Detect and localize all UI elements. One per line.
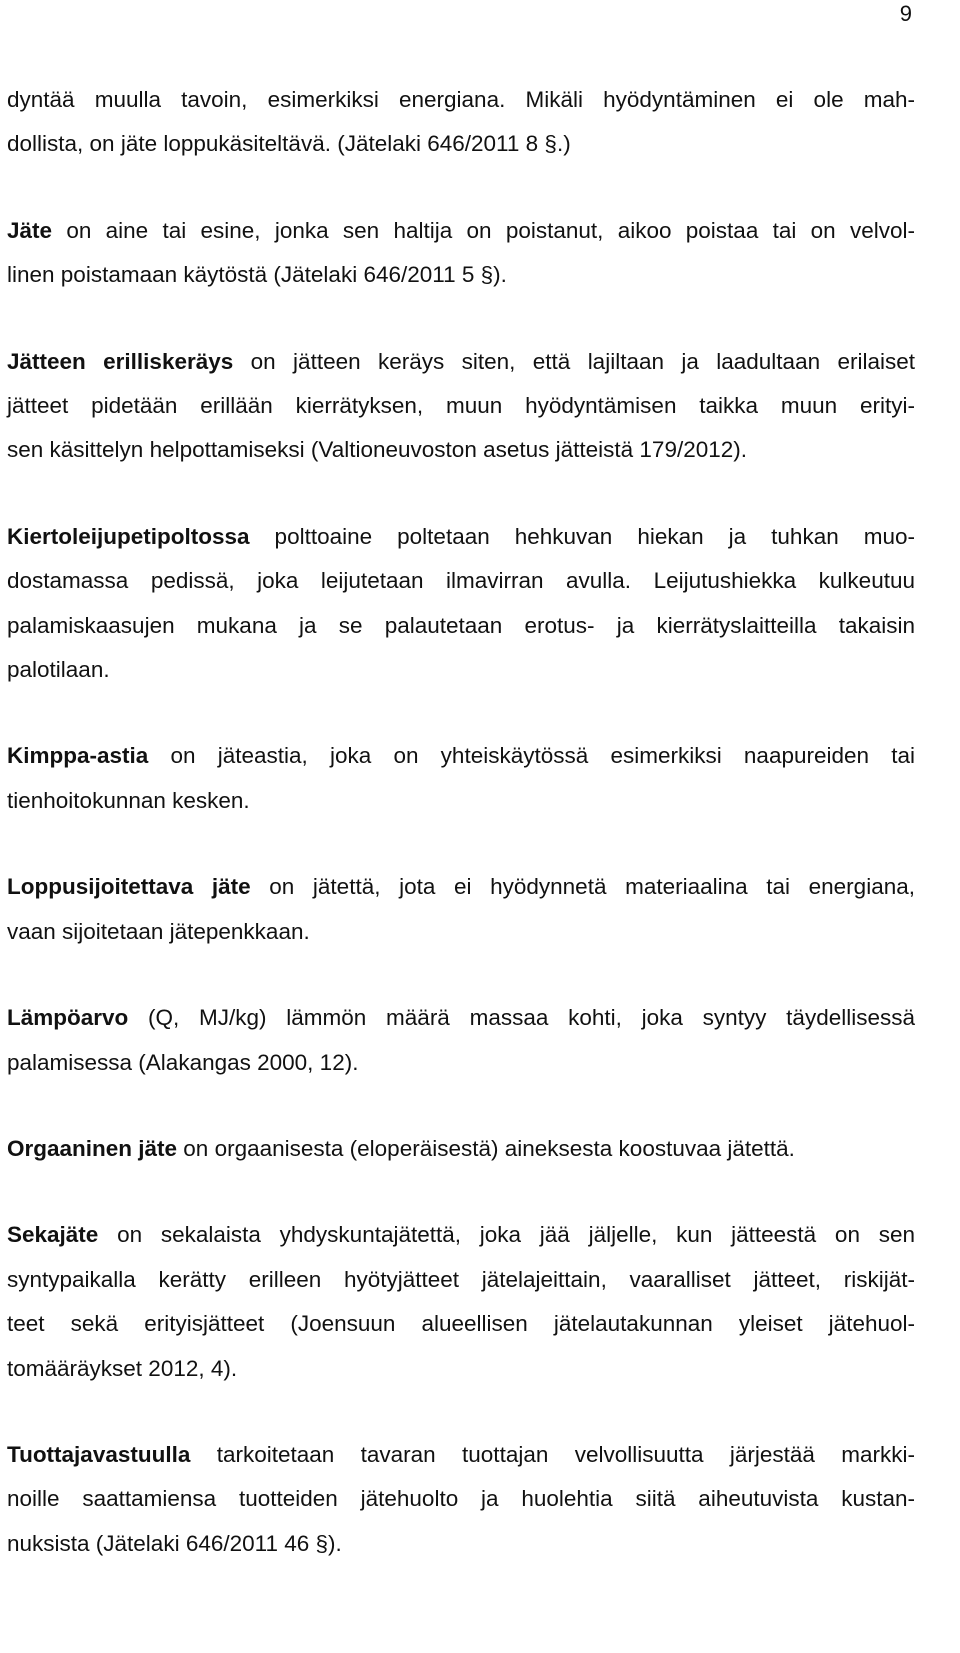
text-line [7, 1347, 915, 1391]
text-line [7, 734, 915, 778]
text-line [7, 1213, 915, 1257]
document-body [7, 78, 915, 1608]
text-line [7, 1302, 915, 1346]
paragraph-p8 [7, 1213, 915, 1391]
text-line [7, 1522, 915, 1566]
line-text: tienhoitokunnan kesken. [7, 787, 250, 813]
text-line [7, 384, 915, 428]
paragraph-p3 [7, 515, 915, 693]
text-line [7, 1433, 915, 1477]
text-line [7, 1041, 915, 1085]
line-text: on jätettä, jota ei hyödynnetä materiaalina tai energiana, [250, 874, 915, 900]
line-text: syntypaikalla kerätty erilleen hyötyjätteet jätelajeittain, vaaralliset jätteet, riskijät- [7, 1266, 915, 1292]
paragraph-p6 [7, 996, 915, 1085]
line-text: dostamassa pedissä, joka leijutetaan ilmavirran avulla. Leijutushiekka kulkeutuu [7, 568, 915, 594]
page-number: 9 [899, 1, 912, 26]
line-text: linen poistamaan käytöstä (Jätelaki 646/2011 5 §). [7, 262, 507, 288]
line-text: on orgaanisesta (eloperäisestä) aineksesta koostuvaa jätettä. [177, 1135, 795, 1161]
text-line [7, 428, 915, 472]
line-text: noille saattamiensa tuotteiden jätehuolto ja huolehtia siitä aiheutuvista kustan- [7, 1486, 915, 1512]
defined-term: Kiertoleijupetipoltossa [7, 523, 250, 549]
line-text: vaan sijoitetaan jätepenkkaan. [7, 918, 310, 944]
text-line [7, 122, 915, 166]
line-text: dyntää muulla tavoin, esimerkiksi energiana. Mikäli hyödyntäminen ei ole mah- [7, 87, 915, 112]
text-line [7, 865, 915, 909]
text-line [7, 1127, 915, 1171]
line-text: tomääräykset 2012, 4). [7, 1355, 238, 1381]
defined-term: Jätteen erilliskeräys [7, 348, 234, 374]
paragraph-p0 [7, 78, 915, 167]
defined-term: Kimppa-astia [7, 743, 149, 769]
text-line [7, 604, 915, 648]
defined-term: Loppusijoitettava jäte [7, 874, 251, 900]
line-text: tarkoitetaan tavaran tuottajan velvollisuutta järjestää markki- [190, 1441, 915, 1467]
line-text: jätteet pidetään erillään kierrätyksen, muun hyödyntämisen taikka muun erityi- [7, 393, 915, 419]
text-line [7, 253, 915, 297]
text-line [7, 515, 915, 559]
paragraph-p5 [7, 865, 915, 954]
paragraph-p1 [7, 209, 915, 298]
text-line [7, 1258, 915, 1302]
text-line [7, 648, 915, 692]
paragraph-p7 [7, 1127, 915, 1171]
line-text: on aine tai esine, jonka sen haltija on poistanut, aikoo poistaa tai on velvol- [52, 217, 915, 243]
defined-term: Sekajäte [7, 1222, 99, 1248]
line-text: palamiskaasujen mukana ja se palautetaan erotus- ja kierrätyslaitteilla takaisin [7, 612, 915, 638]
defined-term: Tuottajavastuulla [7, 1441, 191, 1467]
text-line [7, 78, 915, 122]
line-text: on jäteastia, joka on yhteiskäytössä esimerkiksi naapureiden tai [148, 743, 915, 769]
text-line [7, 779, 915, 823]
paragraph-p2 [7, 340, 915, 473]
paragraph-p9 [7, 1433, 915, 1566]
line-text: palotilaan. [7, 657, 110, 683]
text-line [7, 209, 915, 253]
text-line [7, 1477, 915, 1521]
line-text: palamisessa (Alakangas 2000, 12). [7, 1049, 359, 1075]
text-line [7, 559, 915, 603]
line-text: nuksista (Jätelaki 646/2011 46 §). [7, 1530, 342, 1556]
text-line [7, 340, 915, 384]
defined-term: Orgaaninen jäte [7, 1135, 178, 1161]
defined-term: Jäte [7, 217, 53, 243]
line-text: on sekalaista yhdyskuntajätettä, joka jää jäljelle, kun jätteestä on sen [98, 1222, 915, 1248]
line-text: sen käsittelyn helpottamiseksi (Valtioneuvoston asetus jätteistä 179/2012). [7, 437, 748, 463]
line-text: on jätteen keräys siten, että lajiltaan ja laadultaan erilaiset [233, 348, 915, 374]
line-text: dollista, on jäte loppukäsiteltävä. (Jätelaki 646/2011 8 §.) [7, 131, 571, 157]
defined-term: Lämpöarvo [7, 1005, 129, 1031]
text-line [7, 910, 915, 954]
line-text: teet sekä erityisjätteet (Joensuun alueellisen jätelautakunnan yleiset jätehuol- [7, 1311, 915, 1337]
line-text: polttoaine poltetaan hehkuvan hiekan ja tuhkan muo- [249, 523, 915, 549]
line-text: (Q, MJ/kg) lämmön määrä massaa kohti, joka syntyy täydellisessä [128, 1005, 915, 1031]
text-line [7, 996, 915, 1040]
paragraph-p4 [7, 734, 915, 823]
